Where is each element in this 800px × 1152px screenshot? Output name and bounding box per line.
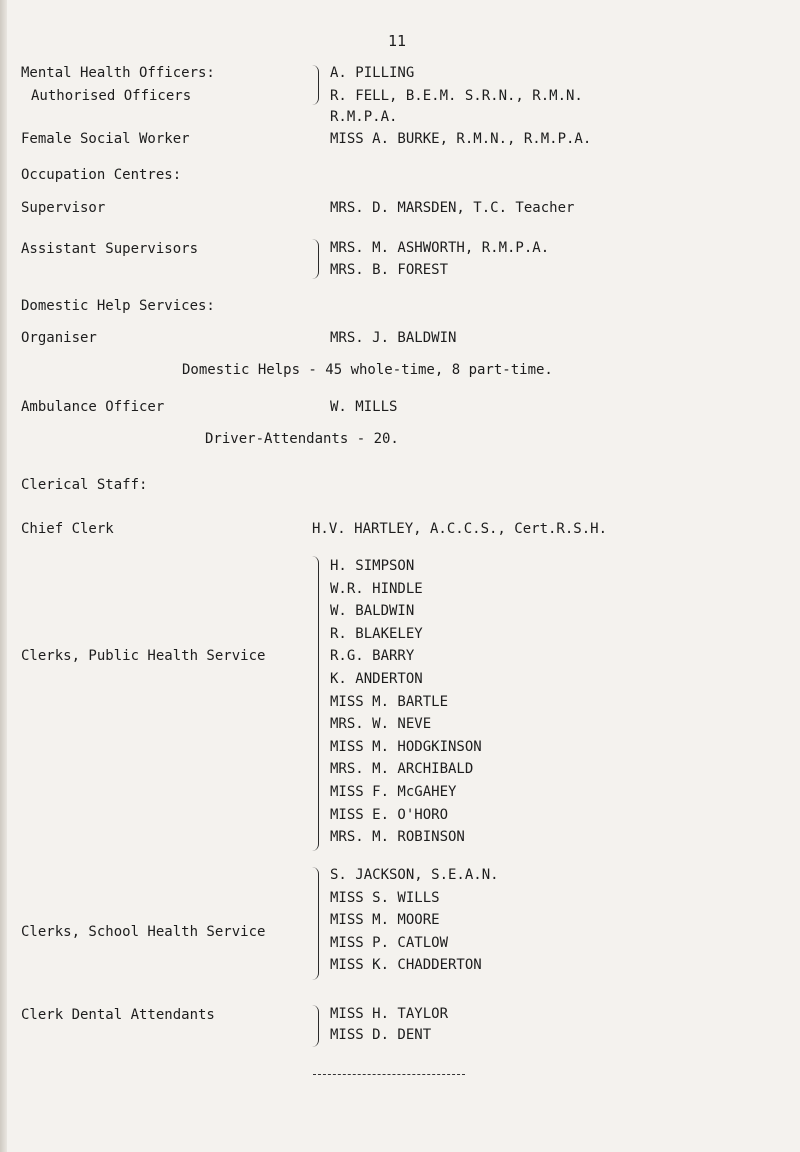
- organiser-label: Organiser: [21, 330, 97, 346]
- school-health-clerks-label: Clerks, School Health Service: [21, 924, 266, 940]
- dental-attendants-brace: [312, 1005, 319, 1047]
- assistant-supervisor-1: MRS. M. ASHWORTH, R.M.P.A.: [330, 240, 550, 256]
- domestic-helps-line: Domestic Helps - 45 whole-time, 8 part-time.: [182, 362, 553, 378]
- officer-2-line1: R. FELL, B.E.M. S.R.N., R.M.N.: [330, 88, 583, 104]
- public-health-brace: [312, 556, 319, 851]
- school-health-clerk: MISS P. CATLOW: [330, 934, 449, 951]
- public-health-clerk: H. SIMPSON: [330, 558, 415, 574]
- organiser-value: MRS. J. BALDWIN: [330, 330, 457, 346]
- mental-health-heading: Mental Health Officers:: [21, 65, 215, 81]
- school-health-clerk: MISS M. MOORE: [330, 912, 440, 928]
- assistant-supervisors-brace: [312, 239, 319, 279]
- public-health-clerk: MISS M. BARTLE: [330, 693, 449, 710]
- school-health-brace: [312, 867, 319, 980]
- authorised-officers-brace: [312, 65, 319, 105]
- dental-attendant: MISS D. DENT: [330, 1027, 432, 1043]
- ambulance-officer-label: Ambulance Officer: [21, 399, 165, 415]
- occupation-centres-heading: Occupation Centres:: [21, 167, 182, 183]
- female-social-worker-value: MISS A. BURKE, R.M.N., R.M.P.A.: [330, 131, 592, 147]
- public-health-clerk: W.R. HINDLE: [330, 580, 423, 597]
- supervisor-label: Supervisor: [21, 200, 106, 216]
- closing-rule: [313, 1074, 465, 1075]
- supervisor-value: MRS. D. MARSDEN, T.C. Teacher: [330, 200, 575, 216]
- public-health-clerk: MISS E. O'HORO: [330, 806, 449, 823]
- domestic-help-heading: Domestic Help Services:: [21, 298, 215, 314]
- clerical-staff-heading: Clerical Staff:: [21, 477, 148, 493]
- public-health-clerk: W. BALDWIN: [330, 603, 415, 620]
- public-health-clerk: K. ANDERTON: [330, 671, 423, 687]
- assistant-supervisors-label: Assistant Supervisors: [21, 241, 199, 257]
- public-health-clerk: MISS F. McGAHEY: [330, 784, 457, 800]
- officer-2-line2: R.M.P.A.: [330, 109, 398, 125]
- page-number: 11: [388, 32, 407, 50]
- ambulance-officer-value: W. MILLS: [330, 399, 398, 415]
- public-health-clerk: R.G. BARRY: [330, 648, 415, 665]
- public-health-clerk: MRS. M. ARCHIBALD: [330, 761, 474, 778]
- school-health-clerk: MISS K. CHADDERTON: [330, 957, 482, 973]
- chief-clerk-value: H.V. HARTLEY, A.C.C.S., Cert.R.S.H.: [312, 521, 608, 537]
- authorised-officers-label: Authorised Officers: [31, 88, 192, 104]
- assistant-supervisor-2: MRS. B. FOREST: [330, 262, 449, 278]
- officer-1: A. PILLING: [330, 65, 415, 81]
- public-health-clerk: R. BLAKELEY: [330, 625, 423, 642]
- public-health-clerks-label: Clerks, Public Health Service: [21, 648, 266, 664]
- chief-clerk-label: Chief Clerk: [21, 521, 114, 537]
- public-health-clerk: MISS M. HODGKINSON: [330, 738, 482, 755]
- school-health-clerk: MISS S. WILLS: [330, 889, 440, 906]
- dental-attendant: MISS H. TAYLOR: [330, 1006, 449, 1022]
- page-edge-shadow: [0, 0, 7, 1152]
- driver-attendants-line: Driver-Attendants - 20.: [205, 431, 399, 447]
- public-health-clerk: MRS. M. ROBINSON: [330, 829, 465, 846]
- school-health-clerk: S. JACKSON, S.E.A.N.: [330, 867, 499, 883]
- dental-attendants-label: Clerk Dental Attendants: [21, 1007, 215, 1023]
- female-social-worker-label: Female Social Worker: [21, 131, 190, 147]
- public-health-clerk: MRS. W. NEVE: [330, 716, 432, 733]
